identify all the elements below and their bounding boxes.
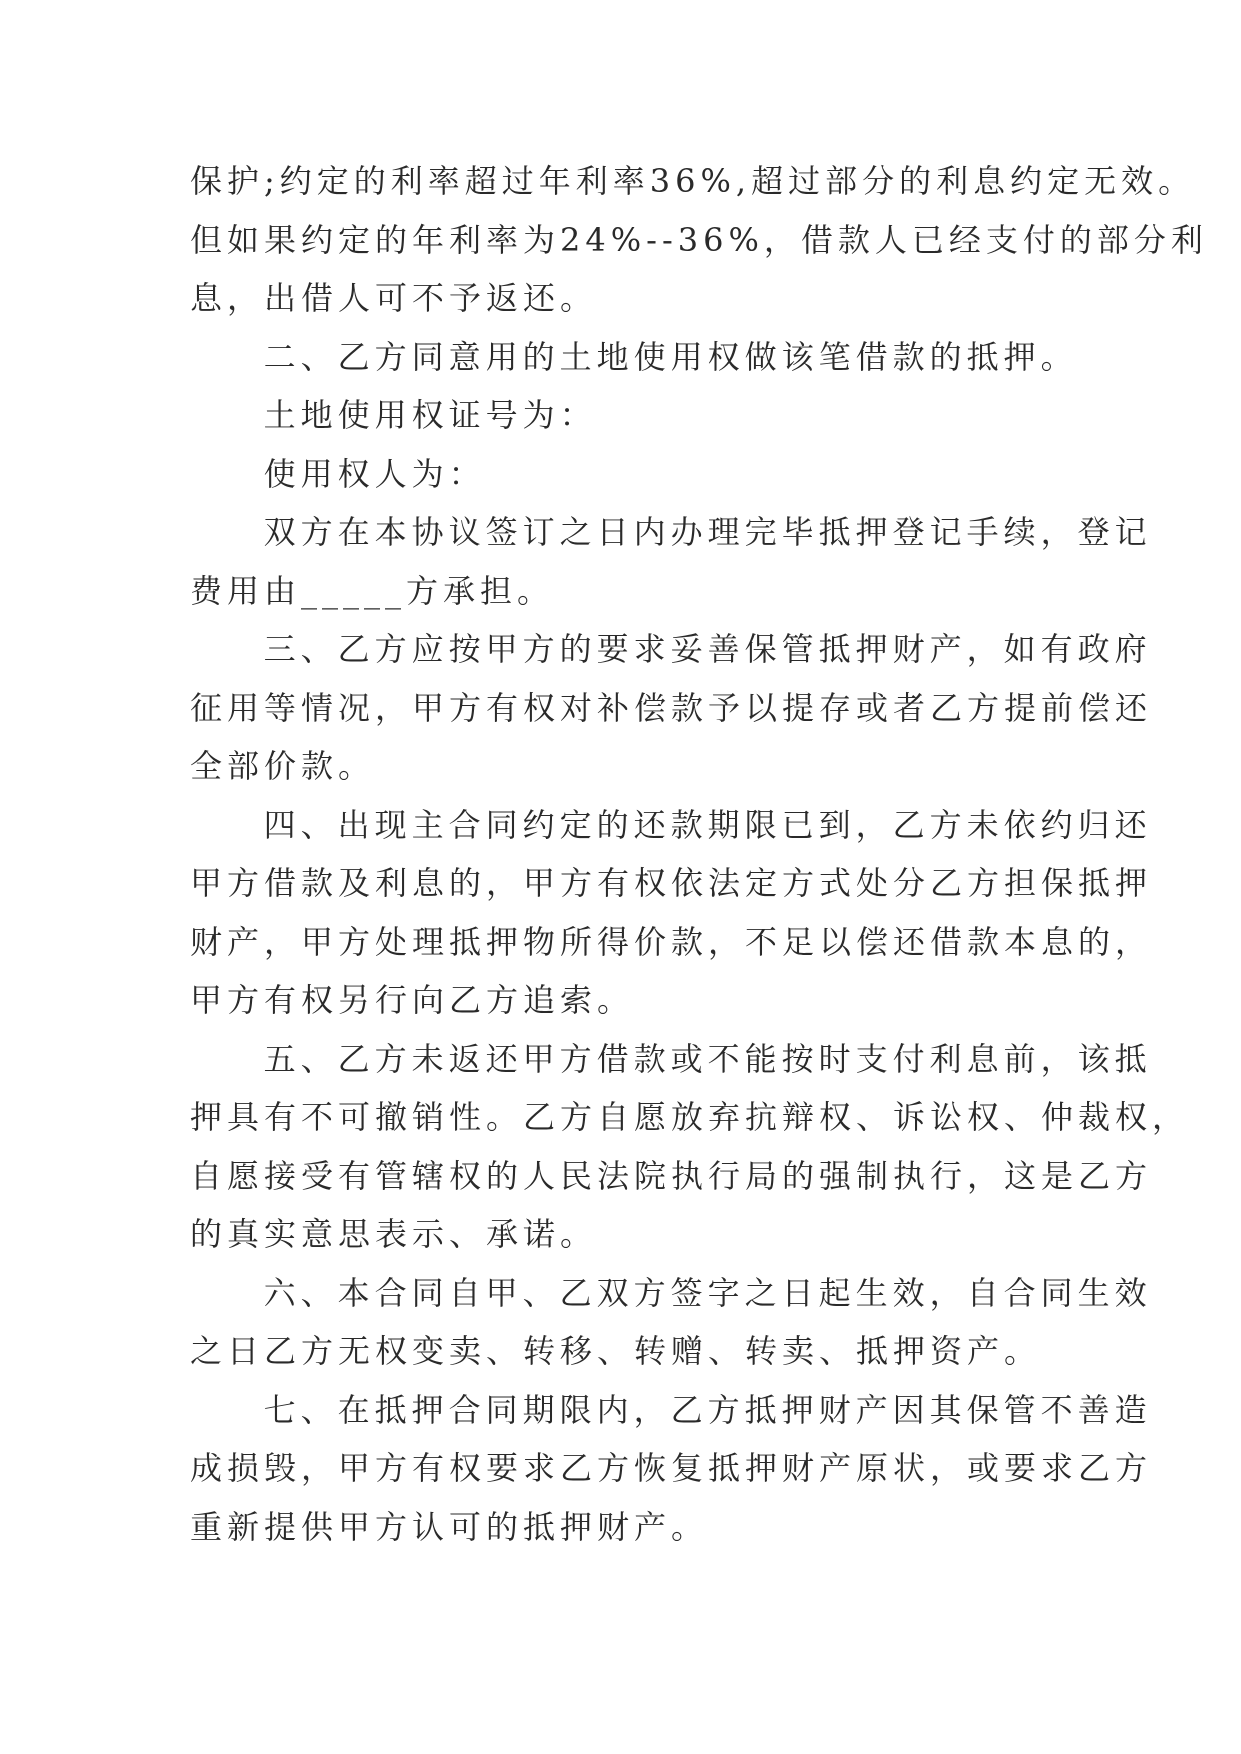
- text-line: 六、本合同自甲、乙双方签字之日起生效，自合同生效: [263, 1273, 1152, 1312]
- text-line: 二、乙方同意用的土地使用权做该笔借款的抵押。: [263, 337, 1078, 376]
- text-line: 甲方有权另行向乙方追索。: [190, 981, 635, 1019]
- text-line: 但如果约定的年利率为24%--36%，借款人已经支付的部分利: [190, 220, 1208, 259]
- text-line: 自愿接受有管辖权的人民法院执行局的强制执行，这是乙方: [190, 1156, 1153, 1195]
- text-line: 双方在本协议签订之日内办理完毕抵押登记手续，登记: [263, 513, 1152, 551]
- text-line: 七、在抵押合同期限内，乙方抵押财产因其保管不善造: [263, 1390, 1152, 1429]
- text-line: 押具有不可撤销性。乙方自愿放弃抗辩权、诉讼权、仲裁权，: [190, 1098, 1190, 1136]
- text-line: 重新提供甲方认可的抵押财产。: [190, 1507, 709, 1546]
- paragraph-registration: [190, 503, 1152, 620]
- text-line: 甲方借款及利息的，甲方有权依法定方式处分乙方担保抵押: [190, 864, 1153, 902]
- paragraph-certificate-number: [190, 386, 1090, 445]
- document-body: [190, 152, 1208, 1556]
- paragraph-clause-3: [190, 620, 1153, 796]
- paragraph-clause-5: [190, 1030, 1190, 1264]
- paragraph-clause-7: [190, 1381, 1153, 1557]
- paragraph-clause-4: [190, 796, 1153, 1030]
- paragraph-interest-continuation: [190, 152, 1208, 328]
- paragraph-clause-6: [190, 1264, 1152, 1381]
- text-line: 之日乙方无权变卖、转移、转赠、转卖、抵押资产。: [190, 1332, 1042, 1370]
- text-line: 全部价款。: [190, 747, 376, 785]
- text-line: 三、乙方应按甲方的要求妥善保管抵押财产，如有政府: [263, 630, 1152, 668]
- text-line: 息，出借人可不予返还。: [190, 279, 598, 317]
- text-line: 的真实意思表示、承诺。: [190, 1215, 598, 1253]
- text-line: 四、出现主合同约定的还款期限已到，乙方未依约归还: [263, 805, 1152, 844]
- text-line: 使用权人为：: [263, 454, 486, 493]
- text-line: 保护;约定的利率超过年利率36%,超过部分的利息约定无效。: [190, 162, 1196, 200]
- text-line: 成损毁，甲方有权要求乙方恢复抵押财产原状，或要求乙方: [190, 1449, 1153, 1487]
- text-line: 征用等情况，甲方有权对补偿款予以提存或者乙方提前偿还: [190, 688, 1153, 727]
- text-line: 五、乙方未返还甲方借款或不能按时支付利息前，该抵: [263, 1039, 1152, 1078]
- text-line: 土地使用权证号为：: [263, 396, 597, 434]
- paragraph-right-holder: [190, 445, 1090, 504]
- text-line: 财产，甲方处理抵押物所得价款，不足以偿还借款本息的，: [190, 922, 1153, 961]
- paragraph-clause-2: [190, 328, 1090, 387]
- text-line: 费用由_____方承担。: [190, 571, 555, 610]
